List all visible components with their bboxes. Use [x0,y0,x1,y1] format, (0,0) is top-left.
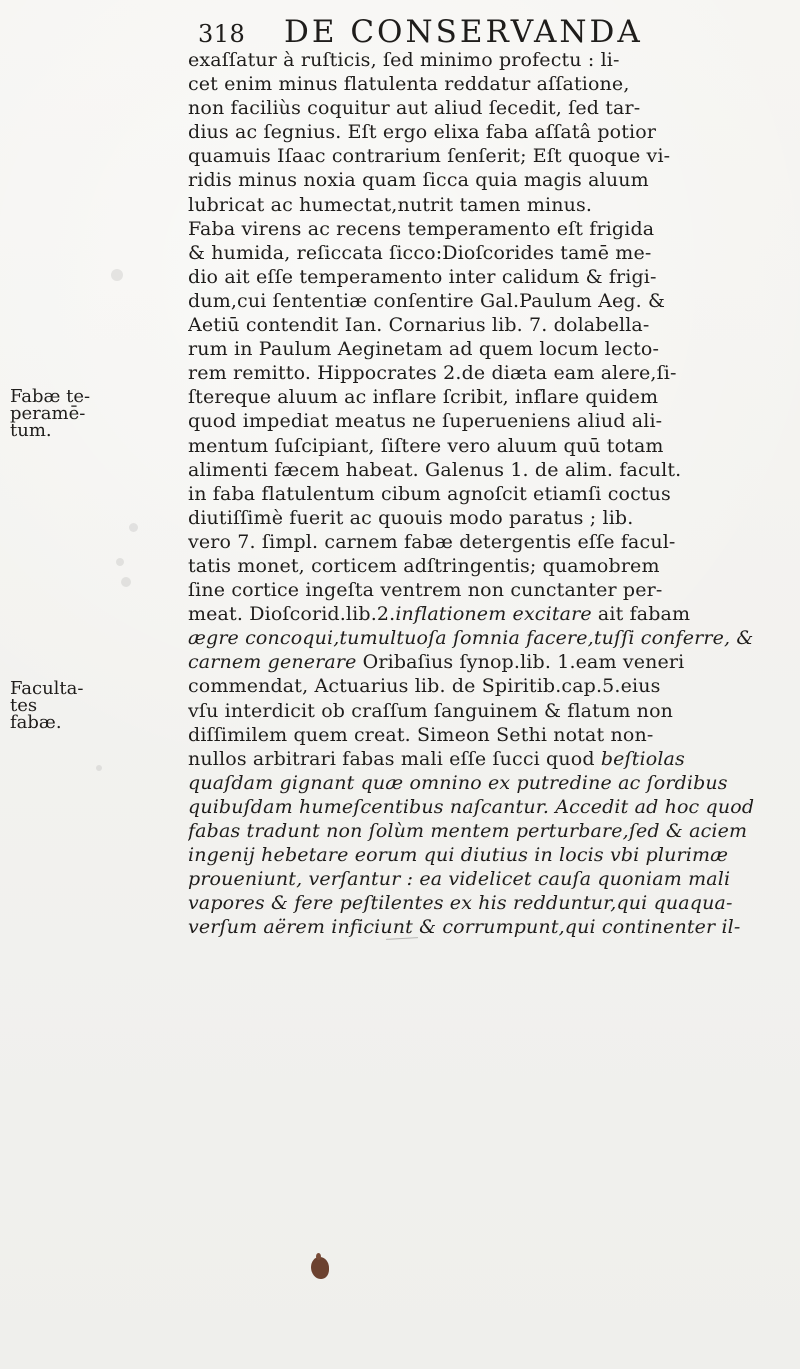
text-line: diſſimilem quem creat. Simeon Sethi notat non- [188,723,654,746]
text-line: tatis monet, corticem adſtringentis; quamobrem [188,554,660,577]
text-line: quamuis Iſaac contrarium ſenſerit; Eſt quoque vi- [188,145,671,168]
text-line: dum,cui ſententiæ conſentire Gal.Paulum Aeg. & [188,289,666,312]
italic-text-line: quibuſdam humeſcentibus naſcantur. Accedit ad hoc quod [188,795,755,818]
page-number: 318 [198,20,246,48]
text-line: diutiſſimè fuerit ac quouis modo paratus ; lib. [188,506,634,529]
text-line: vero 7. ſimpl. carnem fabæ detergentis eſſe facul- [188,530,676,553]
text-line: lubricat ac humectat,nutrit tamen minus. [188,193,593,216]
text-line-mixed [188,650,766,674]
text-line: Aetiū contendit Ian. Cornarius lib. 7. dolabella- [188,314,650,337]
text-line: vſu interdicit ob craſſum ſanguinem & flatum non [188,699,674,722]
text-line: quod impediat meatus ne ſuperueniens aliud ali- [188,410,663,433]
paper-smudge [129,523,138,532]
text-line: dius ac ſegnius. Eſt ergo elixa faba aſſatâ potior [188,121,657,144]
paper-smudge [121,577,131,587]
text-line-mixed [188,602,766,626]
text-line: alimenti fæcem habeat. Galenus 1. de alim. facult. [188,458,682,481]
text-line-mixed [188,747,766,771]
text-segment: meat. Dioſcorid.lib.2. [188,603,396,626]
margin-note-faculties: Faculta- tes fabæ. [10,678,84,733]
italic-segment: carnem generare [188,651,357,674]
italic-text-line: fabas tradunt non ſolùm mentem perturbare,ſed & aciem [188,820,748,842]
italic-text-line: ingenij hebetare eorum qui diutius in locis vbi plurimæ [188,844,729,867]
paper-smudge [111,269,123,281]
paper-smudge [96,765,102,771]
italic-text-line: vapores & fere peſtilentes ex his redduntur,qui quaqua- [188,892,733,915]
running-title: DE CONSERVANDA [284,14,643,50]
margin-note-temperament: Fabæ te- peramē- tum. [10,386,91,441]
text-line: mentum ſuſcipiant, ſiſtere vero aluum quū totam [188,434,664,457]
italic-text-line: quaſdam gignant quæ omnino ex putredine ac ſordibus [188,771,728,794]
main-text-block [188,48,766,939]
text-segment: nullos arbitrari fabas mali eſſe ſucci quod [188,747,595,770]
text-line: Faba virens ac recens temperamento eſt frigida [188,217,655,240]
text-line: non faciliùs coquitur aut aliud ſecedit, ſed tar- [188,97,641,120]
text-line: ſine cortice ingeſta ventrem non cunctanter per- [188,579,663,602]
text-segment: ait fabam [591,603,691,626]
text-line: commendat, Actuarius lib. de Spiritib.cap.5.eius [188,675,661,698]
italic-segment: beſtiolas [600,747,685,770]
italic-segment: inflationem excitare [395,603,592,626]
text-line: rum in Paulum Aeginetam ad quem locum lecto- [188,338,660,361]
text-segment: Oribaſius ſynop.lib. 1.eam veneri [356,651,685,674]
text-line: ſtereque aluum ac inflare ſcribit, inflare quidem [188,386,659,409]
text-line: rem remitto. Hippocrates 2.de diæta eam alere,ſi- [188,362,677,385]
paper-smudge [116,558,124,566]
italic-text-line: verſum aërem inficiunt & corrumpunt,qui continenter il- [188,916,741,939]
italic-text-line: ægre concoqui,tumultuoſa ſomnia facere,tuſſi conferre, & [188,627,754,650]
italic-text-line: proueniunt, verſantur : ea videlicet cauſa quoniam mali [188,868,731,891]
text-line: in faba flatulentum cibum agnoſcit etiamſi coctus [188,482,671,505]
ink-blot [311,1257,329,1279]
text-line: & humida, reſiccata ſicco:Dioſcorides tamē me- [188,241,652,264]
text-line: ridis minus noxia quam ſicca quia magis aluum [188,169,649,192]
text-line: cet enim minus flatulenta reddatur aſſatione, [188,73,630,96]
text-line: dio ait eſſe temperamento inter calidum & frigi- [188,265,657,288]
text-line: exaſſatur à ruſticis, ſed minimo profectu : li- [188,49,620,71]
